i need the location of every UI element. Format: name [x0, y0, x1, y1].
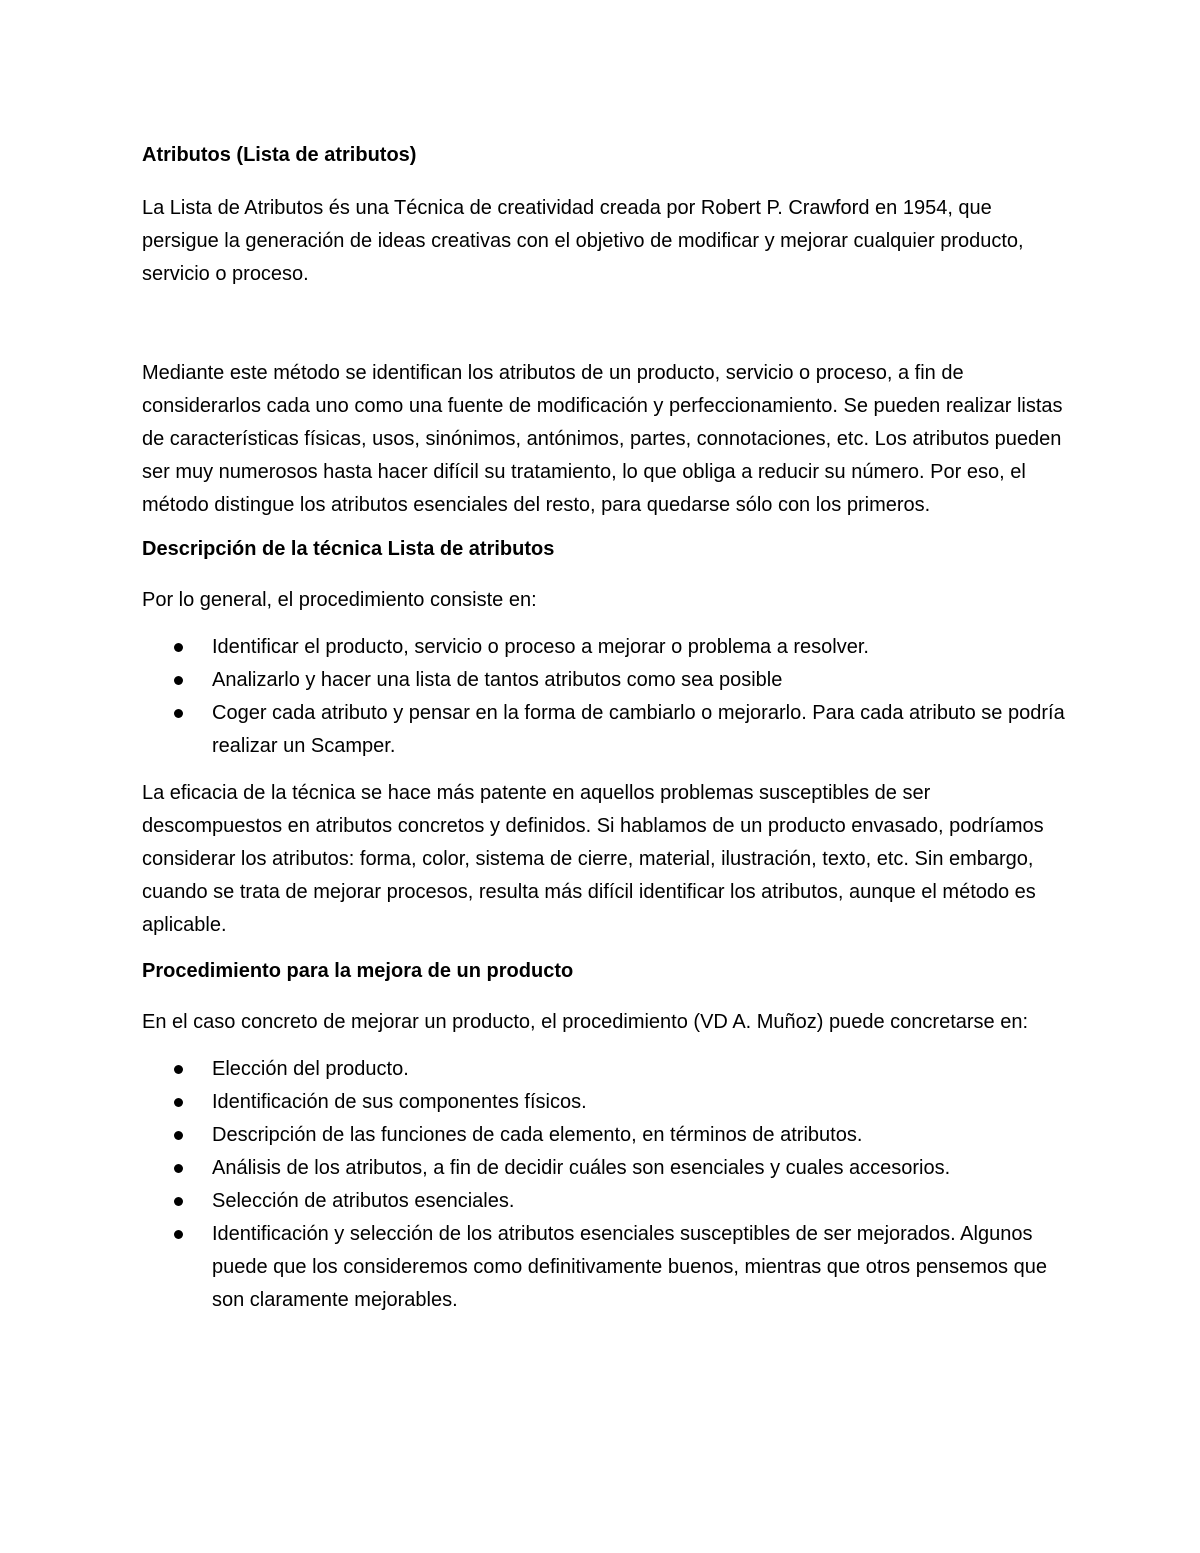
bullet-icon: [174, 1197, 183, 1206]
list-item-text: Identificar el producto, servicio o proceso a mejorar o problema a resolver.: [212, 636, 869, 658]
list-item-text: Selección de atributos esenciales.: [212, 1190, 515, 1212]
description-steps-list: [142, 631, 1072, 763]
list-item: [142, 1218, 1072, 1317]
description-heading: Descripción de la técnica Lista de atributos: [142, 538, 555, 560]
document-page: [142, 140, 1072, 1317]
list-item: [142, 697, 1072, 763]
list-item-text: Descripción de las funciones de cada elemento, en términos de atributos.: [212, 1124, 863, 1146]
description-intro: Por lo general, el procedimiento consiste en:: [142, 589, 537, 611]
bullet-icon: [174, 676, 183, 685]
bullet-icon: [174, 643, 183, 652]
bullet-icon: [174, 1065, 183, 1074]
list-item-text: Identificación y selección de los atributos esenciales susceptibles de ser mejorados. Algunos puede que los consideremos como definitivamente buenos, mientras que otros pensemos que son claramente mejorables.: [212, 1223, 1047, 1311]
method-paragraph: Mediante este método se identifican los atributos de un producto, servicio o proceso, a fin de considerarlos cada uno como una fuente de modificación y perfeccionamiento. Se pueden realizar listas de características físicas, usos, sinónimos, antónimos, partes, connotaciones, etc. Los atributos pueden ser muy numerosos hasta hacer difícil su tratamiento, lo que obliga a reducir su número. Por eso, el método distingue los atributos esenciales del resto, para quedarse sólo con los primeros.: [142, 362, 1063, 516]
procedure-heading: Procedimiento para la mejora de un producto: [142, 960, 574, 982]
list-item: [142, 1053, 1072, 1086]
document-title: Atributos (Lista de atributos): [142, 144, 417, 166]
bullet-icon: [174, 709, 183, 718]
list-item-text: Analizarlo y hacer una lista de tantos atributos como sea posible: [212, 669, 783, 691]
list-item-text: Identificación de sus componentes físicos.: [212, 1091, 587, 1113]
bullet-icon: [174, 1164, 183, 1173]
list-item-text: Coger cada atributo y pensar en la forma de cambiarlo o mejorarlo. Para cada atributo se podría realizar un Scamper.: [212, 702, 1065, 757]
list-item-text: Elección del producto.: [212, 1058, 409, 1080]
procedure-steps-list: [142, 1053, 1072, 1317]
list-item: [142, 1119, 1072, 1152]
list-item: [142, 631, 1072, 664]
bullet-icon: [174, 1131, 183, 1140]
bullet-icon: [174, 1230, 183, 1239]
bullet-icon: [174, 1098, 183, 1107]
list-item: [142, 1185, 1072, 1218]
list-item: [142, 1152, 1072, 1185]
list-item: [142, 1086, 1072, 1119]
efficacy-paragraph: La eficacia de la técnica se hace más patente en aquellos problemas susceptibles de ser descompuestos en atributos concretos y definidos. Si hablamos de un producto envasado, podríamos considerar los atributos: forma, color, sistema de cierre, material, ilustración, texto, etc. Sin embargo, cuando se trata de mejorar procesos, resulta más difícil identificar los atributos, aunque el método es aplicable.: [142, 782, 1044, 936]
list-item: [142, 664, 1072, 697]
intro-paragraph: La Lista de Atributos és una Técnica de creatividad creada por Robert P. Crawford en 1954, que persigue la generación de ideas creativas con el objetivo de modificar y mejorar cualquier producto, servicio o proceso.: [142, 197, 1024, 285]
list-item-text: Análisis de los atributos, a fin de decidir cuáles son esenciales y cuales accesorios.: [212, 1157, 951, 1179]
procedure-intro: En el caso concreto de mejorar un producto, el procedimiento (VD A. Muñoz) puede concretarse en:: [142, 1011, 1029, 1033]
